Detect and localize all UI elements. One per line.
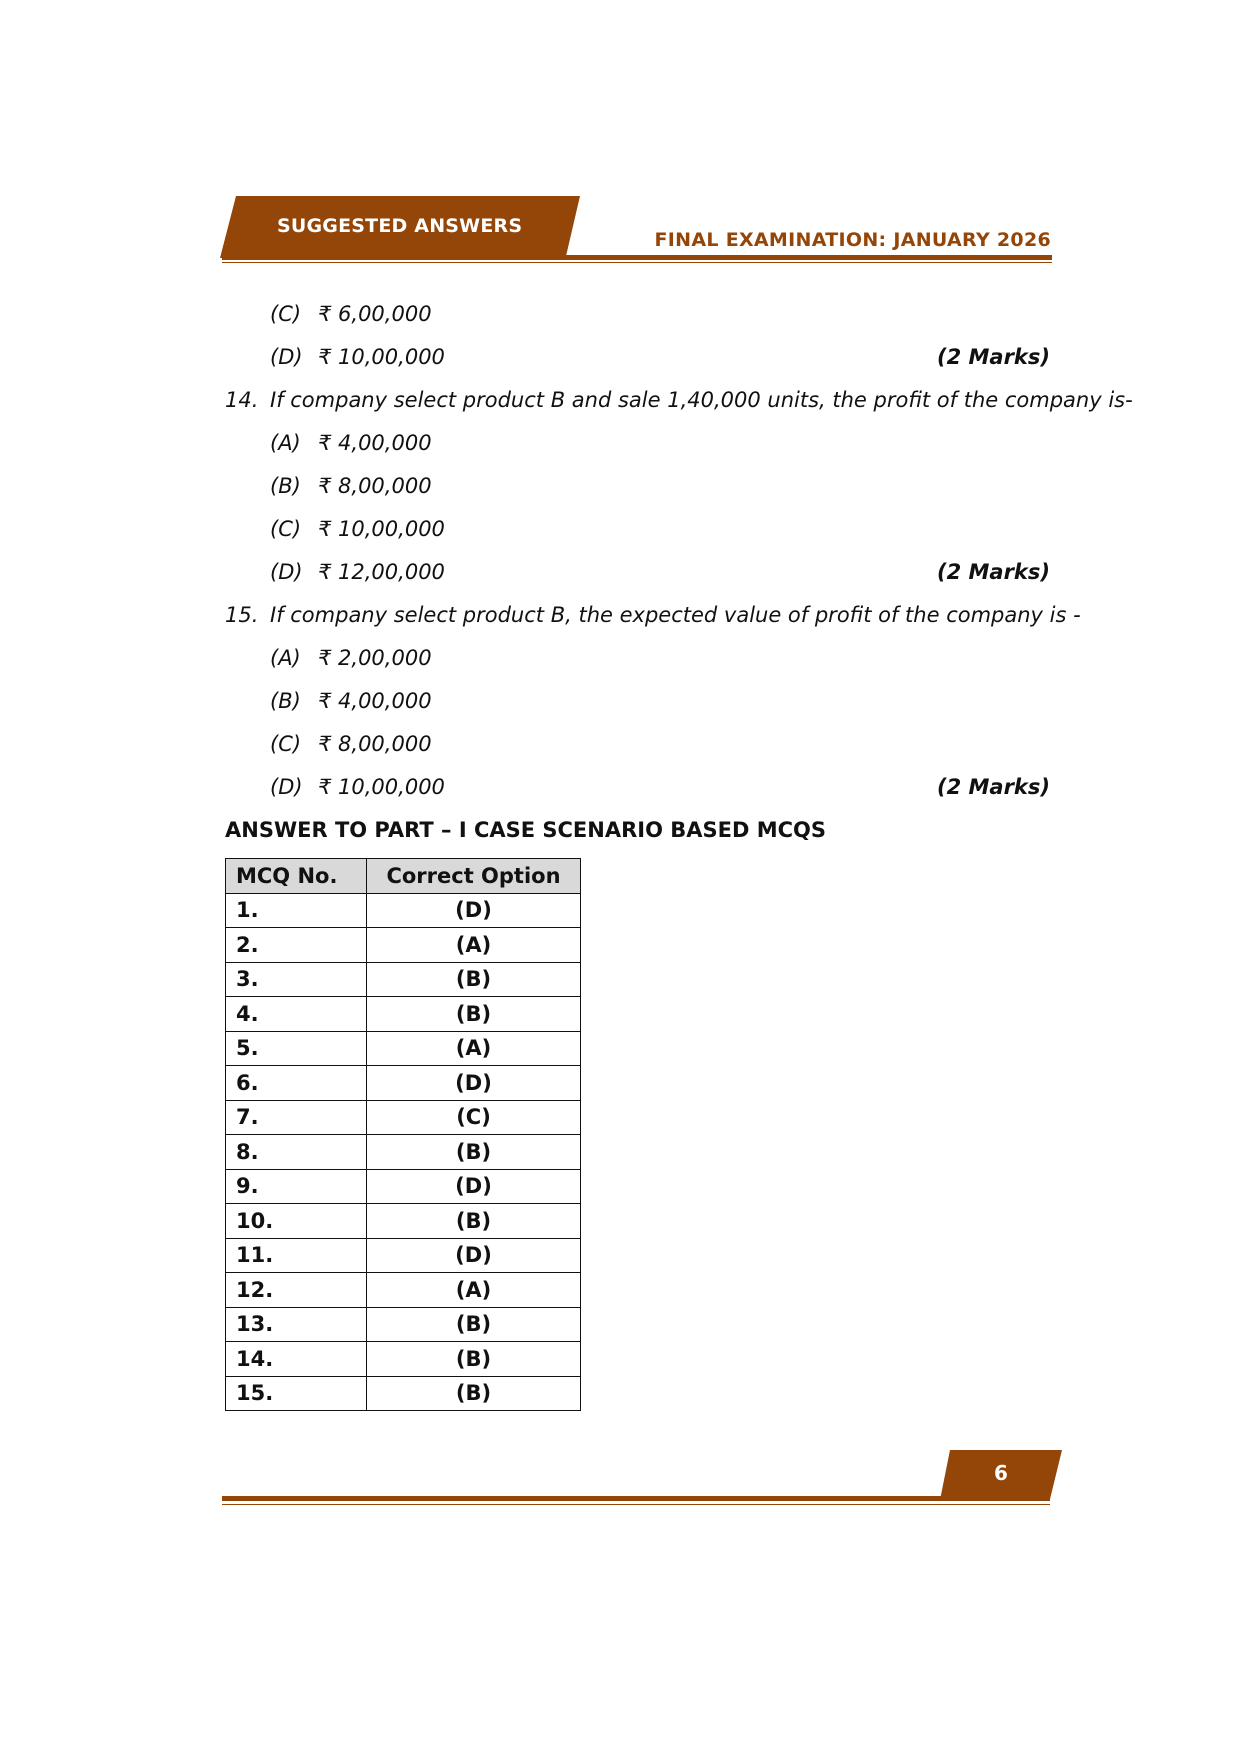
header-rule: [222, 255, 1052, 260]
page-number: 6: [994, 1461, 1008, 1485]
correct-option: (A): [367, 1031, 581, 1066]
table-row: [226, 1342, 581, 1377]
table-row: [226, 1204, 581, 1239]
option-letter: (D): [270, 775, 303, 799]
answers-heading: ANSWER TO PART – I CASE SCENARIO BASED MCQS: [225, 818, 827, 842]
mcq-number: 12.: [226, 1273, 367, 1308]
correct-option: (D): [367, 1238, 581, 1273]
table-row: [226, 1135, 581, 1170]
table-row: [226, 1066, 581, 1101]
question-number: 15.: [225, 603, 259, 627]
option-text: ₹ 10,00,000: [318, 775, 445, 799]
q15-question: [225, 602, 1081, 628]
option-letter: (A): [270, 646, 301, 670]
footer-rule-thin: [222, 1504, 1050, 1505]
option-text: ₹ 2,00,000: [318, 646, 432, 670]
table-row: [226, 1376, 581, 1411]
mcq-number: 11.: [226, 1238, 367, 1273]
footer-rule: [222, 1496, 1050, 1501]
option-text: ₹ 8,00,000: [318, 474, 432, 498]
answers-header-row: [226, 859, 581, 894]
header-rule-thin: [222, 262, 1052, 263]
mcq-number: 4.: [226, 997, 367, 1032]
table-row: [226, 1100, 581, 1135]
q13-marks: (2 Marks): [936, 345, 1050, 369]
option-letter: (B): [270, 689, 301, 713]
correct-option: (D): [367, 1066, 581, 1101]
option-text: ₹ 8,00,000: [318, 732, 432, 756]
correct-option: (B): [367, 1135, 581, 1170]
correct-option: (A): [367, 928, 581, 963]
option-text: ₹ 4,00,000: [318, 431, 432, 455]
correct-option: (D): [367, 893, 581, 928]
q14-marks: (2 Marks): [936, 560, 1050, 584]
table-row: [226, 962, 581, 997]
table-row: [226, 893, 581, 928]
option-letter: (B): [270, 474, 301, 498]
table-row: [226, 997, 581, 1032]
option-text: ₹ 10,00,000: [318, 517, 445, 541]
q15-option-b: [270, 688, 432, 714]
mcq-number: 8.: [226, 1135, 367, 1170]
column-header-mcq-no: MCQ No.: [226, 859, 367, 894]
table-row: [226, 1238, 581, 1273]
option-letter: (C): [270, 517, 302, 541]
mcq-number: 13.: [226, 1307, 367, 1342]
option-letter: (C): [270, 302, 302, 326]
table-row: [226, 1307, 581, 1342]
table-row: [226, 928, 581, 963]
correct-option: (B): [367, 1204, 581, 1239]
mcq-number: 6.: [226, 1066, 367, 1101]
correct-option: (B): [367, 1342, 581, 1377]
option-text: ₹ 6,00,000: [318, 302, 432, 326]
correct-option: (B): [367, 1307, 581, 1342]
mcq-number: 7.: [226, 1100, 367, 1135]
mcq-number: 3.: [226, 962, 367, 997]
exam-title: FINAL EXAMINATION: JANUARY 2026: [654, 229, 1051, 251]
q13-option-c: [270, 301, 432, 327]
q15-marks: (2 Marks): [936, 775, 1050, 799]
mcq-number: 1.: [226, 893, 367, 928]
q15-option-d: [270, 774, 445, 800]
correct-option: (B): [367, 962, 581, 997]
mcq-number: 15.: [226, 1376, 367, 1411]
q14-option-a: [270, 430, 432, 456]
mcq-number: 9.: [226, 1169, 367, 1204]
option-letter: (A): [270, 431, 301, 455]
q13-option-d: [270, 344, 445, 370]
table-row: [226, 1273, 581, 1308]
option-text: ₹ 12,00,000: [318, 560, 445, 584]
option-text: ₹ 10,00,000: [318, 345, 445, 369]
correct-option: (B): [367, 997, 581, 1032]
option-letter: (C): [270, 732, 302, 756]
q15-option-c: [270, 731, 432, 757]
q15-option-a: [270, 645, 432, 671]
option-letter: (D): [270, 345, 303, 369]
correct-option: (C): [367, 1100, 581, 1135]
mcq-number: 14.: [226, 1342, 367, 1377]
q14-option-d: [270, 559, 445, 585]
option-letter: (D): [270, 560, 303, 584]
header-tab-label: SUGGESTED ANSWERS: [277, 215, 523, 237]
correct-option: (B): [367, 1376, 581, 1411]
q14-option-b: [270, 473, 432, 499]
answers-table: [225, 858, 581, 1411]
question-text: If company select product B and sale 1,40,000 units, the profit of the company is-: [270, 388, 1133, 412]
question-text: If company select product B, the expected value of profit of the company is -: [270, 603, 1081, 627]
table-row: [226, 1169, 581, 1204]
correct-option: (A): [367, 1273, 581, 1308]
question-number: 14.: [225, 388, 259, 412]
mcq-number: 5.: [226, 1031, 367, 1066]
correct-option: (D): [367, 1169, 581, 1204]
q14-option-c: [270, 516, 445, 542]
option-text: ₹ 4,00,000: [318, 689, 432, 713]
q14-question: [225, 387, 1133, 413]
column-header-correct-option: Correct Option: [367, 859, 581, 894]
table-row: [226, 1031, 581, 1066]
mcq-number: 2.: [226, 928, 367, 963]
mcq-number: 10.: [226, 1204, 367, 1239]
